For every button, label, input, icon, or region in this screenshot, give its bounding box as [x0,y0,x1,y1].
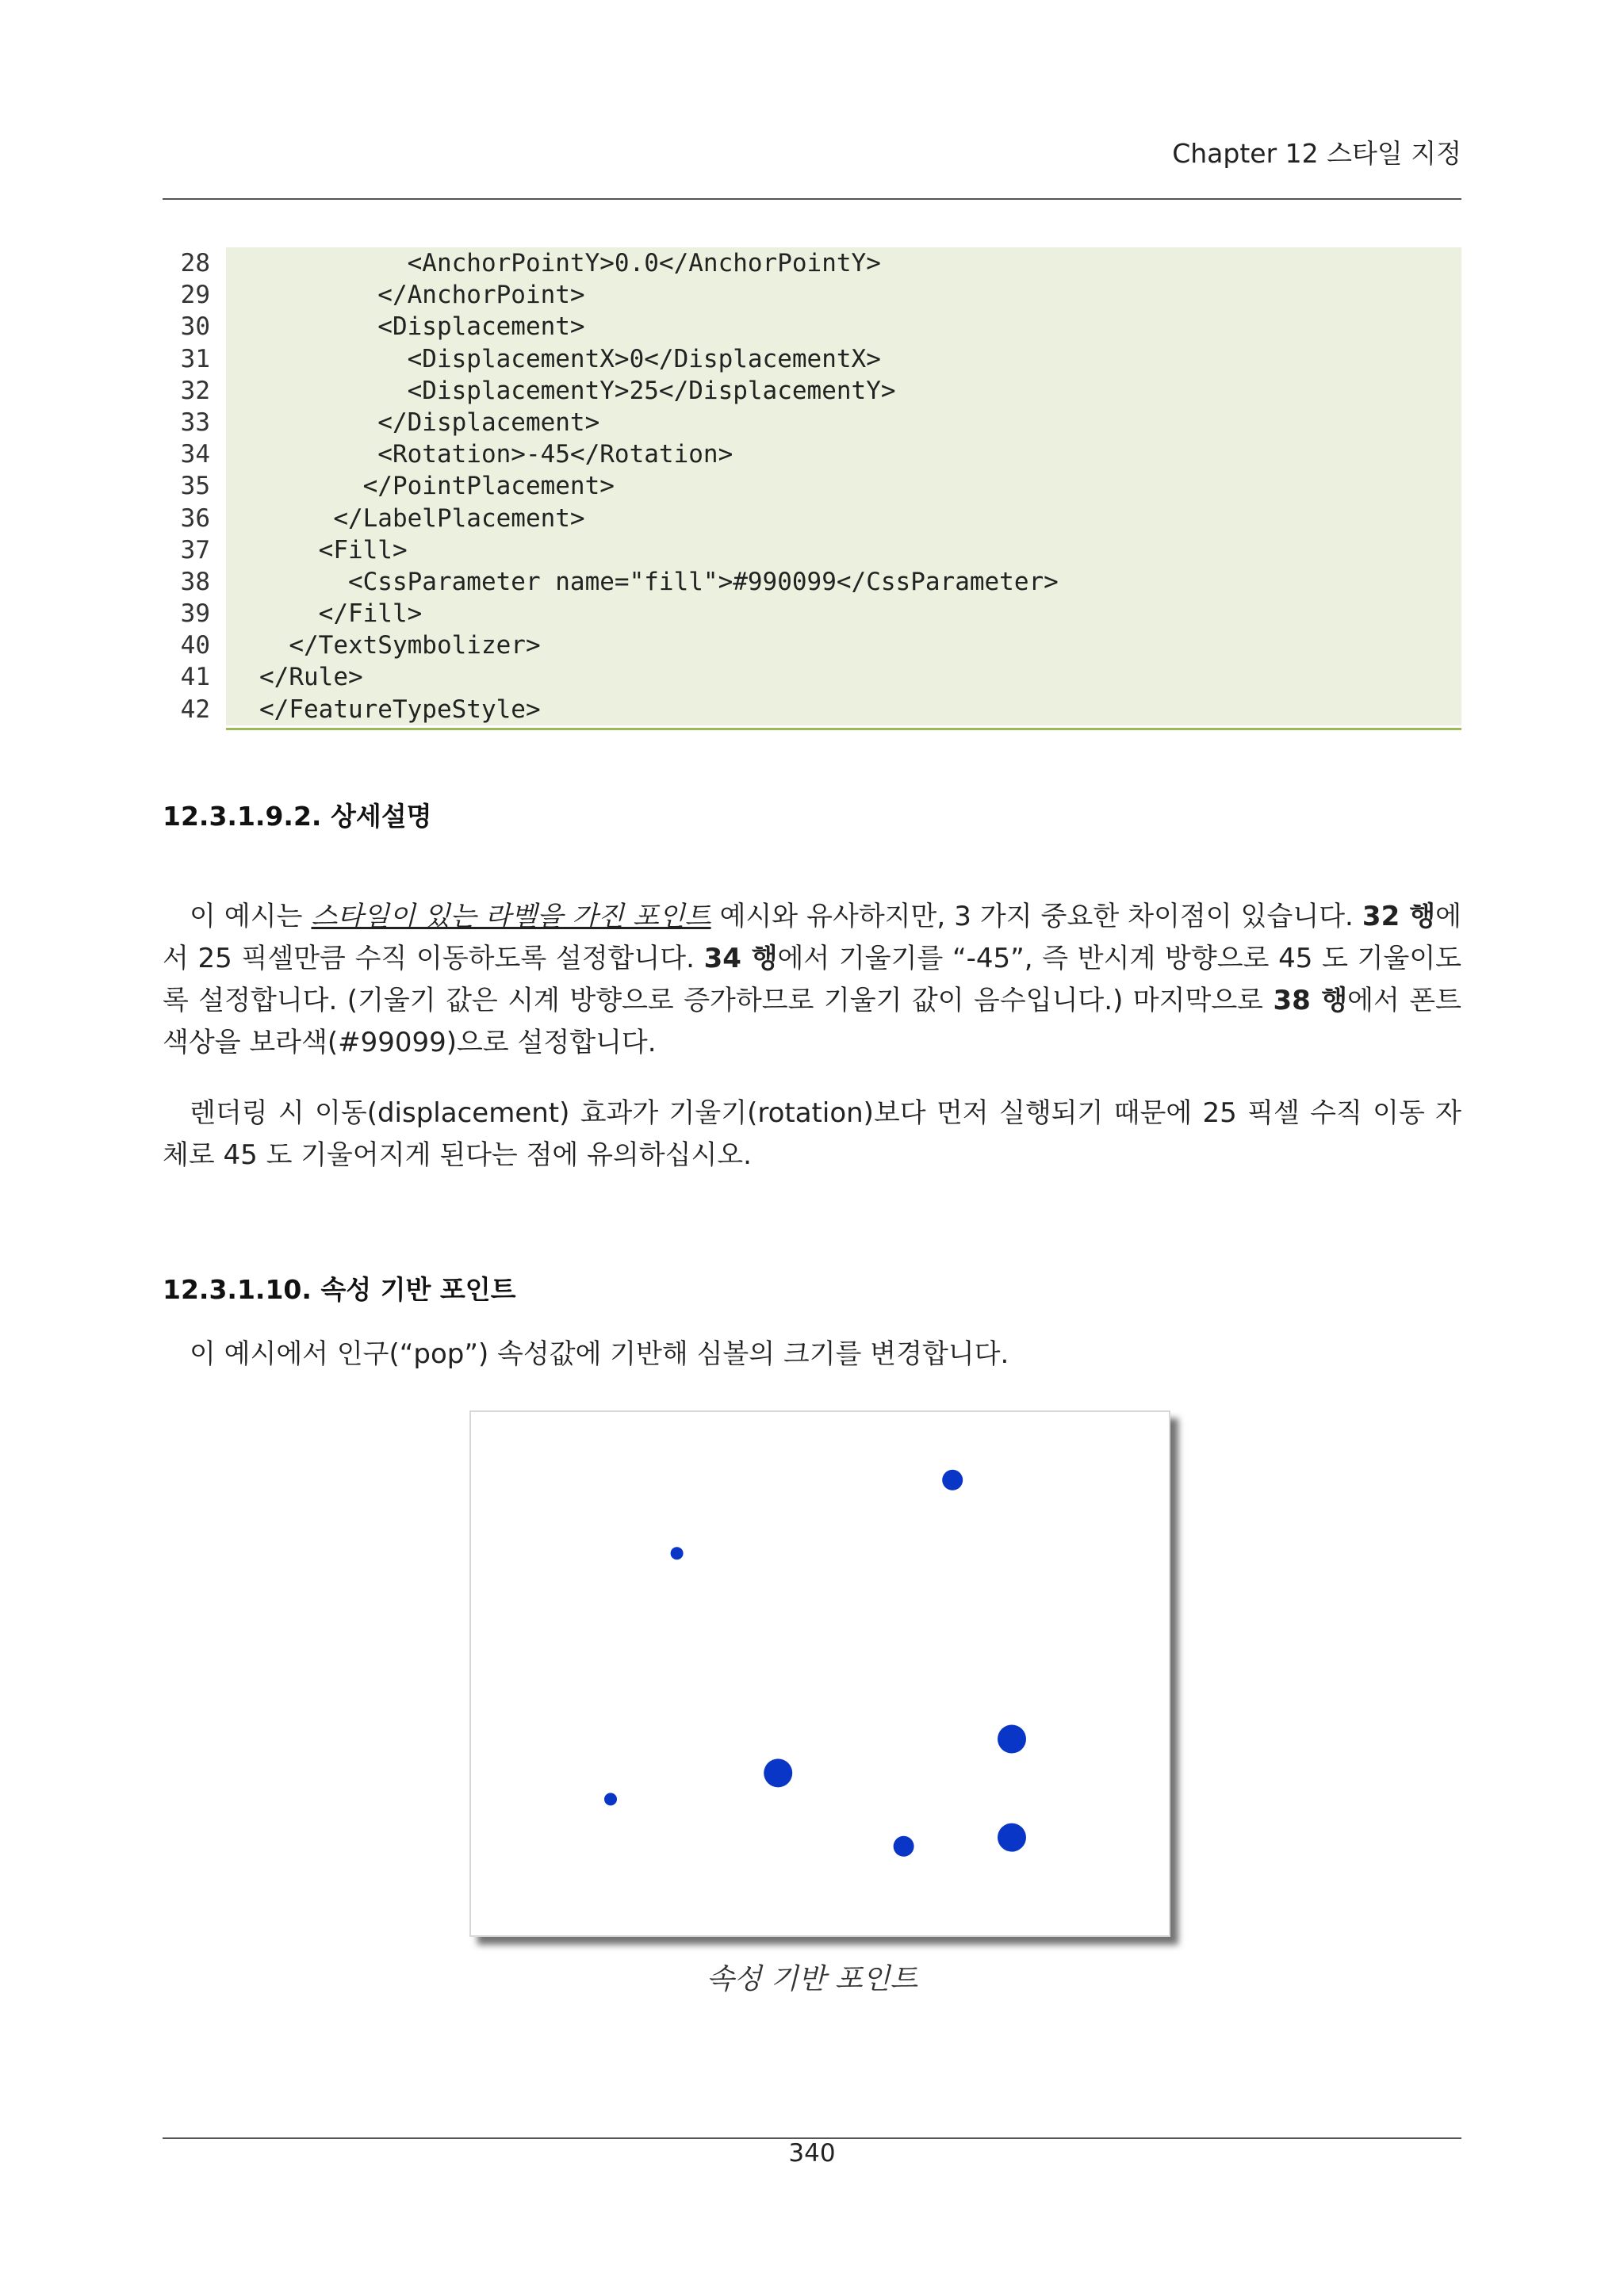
code-text: </LabelPlacement> [226,503,1461,534]
code-bottom-border [226,728,1461,730]
text-span: 에서 25 픽셀만큼 수직 이동하도록 설정합니다. [163,901,1462,974]
code-text: </Rule> [226,661,1461,693]
line-ref-32: 32 행 [1362,901,1436,932]
code-line [163,534,1461,566]
line-number: 32 [180,376,210,405]
code-text: </Displacement> [226,407,1461,438]
code-text: </TextSymbolizer> [226,629,1461,661]
line-number: 38 [180,567,210,596]
code-line [163,343,1461,375]
line-number: 34 [180,440,210,469]
code-line [163,438,1461,470]
point-symbol [764,1758,792,1787]
section-heading-attribute-points: 12.3.1.10. 속성 기반 포인트 [163,1274,516,1305]
code-text: </AnchorPoint> [226,279,1461,311]
line-number: 36 [180,503,210,533]
code-text: <Displacement> [226,311,1461,342]
text-span: 예시와 유사하지만, 3 가지 중요한 차이점이 있습니다. [710,901,1362,932]
line-number: 39 [180,599,210,629]
paragraph-note: 렌더링 시 이동(displacement) 효과가 기울기(rotation)보다 먼저 실행되기 때문에 25 픽셀 수직 이동 자체로 45 도 기울어지게 된다는 점에 유의하십시오. [163,1097,1461,1171]
text-span: 이 예시는 [190,901,312,932]
point-symbol [894,1836,914,1857]
code-text: <Fill> [226,534,1461,566]
code-text: <CssParameter name="fill">#990099</CssParameter> [226,566,1461,598]
line-number: 37 [180,535,210,564]
running-header: Chapter 12 스타일 지정 [1172,138,1461,169]
code-line [163,375,1461,407]
code-line [163,279,1461,311]
code-line [163,311,1461,342]
point-symbol [604,1793,617,1805]
line-ref-38: 38 행 [1273,985,1348,1016]
code-text: <DisplacementY>25</DisplacementY> [226,375,1461,407]
code-text: <Rotation>-45</Rotation> [226,438,1461,470]
text-span: 에서 기울기를 “-45”, 즉 반시계 방향으로 45 도 기울이도록 설정합니다. (기울기 값은 시계 방향으로 증가하므로 기울기 값이 음수입니다.) 마지막으로 [163,943,1462,1016]
line-number: 28 [180,249,210,277]
point-symbol [942,1470,963,1490]
code-text: </FeatureTypeStyle> [226,694,1461,725]
line-number: 33 [180,408,210,437]
code-line [163,407,1461,438]
page-number: 340 [788,2139,836,2168]
code-line [163,470,1461,502]
text-span: 에서 폰트 색상을 보라색(#99099)으로 설정합니다. [163,985,1461,1058]
code-text: </PointPlacement> [226,470,1461,502]
line-ref-34: 34 행 [703,943,778,974]
line-number: 31 [180,344,210,373]
points-map [471,1412,1169,1935]
point-symbol [998,1725,1026,1754]
code-text: <DisplacementX>0</DisplacementX> [226,343,1461,375]
code-line [163,598,1461,629]
line-number: 35 [180,472,210,501]
code-text: <AnchorPointY>0.0</AnchorPointY> [226,247,1461,279]
example-link[interactable]: 스타일이 있는 라벨을 가진 포인트 [311,901,711,932]
code-line [163,661,1461,693]
point-symbol [998,1823,1026,1852]
code-line [163,694,1461,725]
header-divider [163,198,1461,200]
line-number: 30 [180,312,210,342]
line-number: 29 [180,281,210,310]
code-line [163,566,1461,598]
section-heading-details: 12.3.1.9.2. 상세설명 [163,801,432,832]
point-symbol [671,1547,684,1559]
code-line [163,247,1461,279]
line-number: 40 [180,631,210,660]
figure-caption: 속성 기반 포인트 [706,1963,918,1996]
attribute-points-figure [469,1410,1170,1937]
code-listing [163,247,1461,725]
line-number: 41 [180,663,210,692]
paragraph-details [163,896,1461,1064]
code-line [163,629,1461,661]
code-line [163,503,1461,534]
code-text: </Fill> [226,598,1461,629]
paragraph-intro: 이 예시에서 인구(“pop”) 속성값에 기반해 심볼의 크기를 변경합니다. [190,1338,1009,1370]
line-number: 42 [180,695,210,724]
